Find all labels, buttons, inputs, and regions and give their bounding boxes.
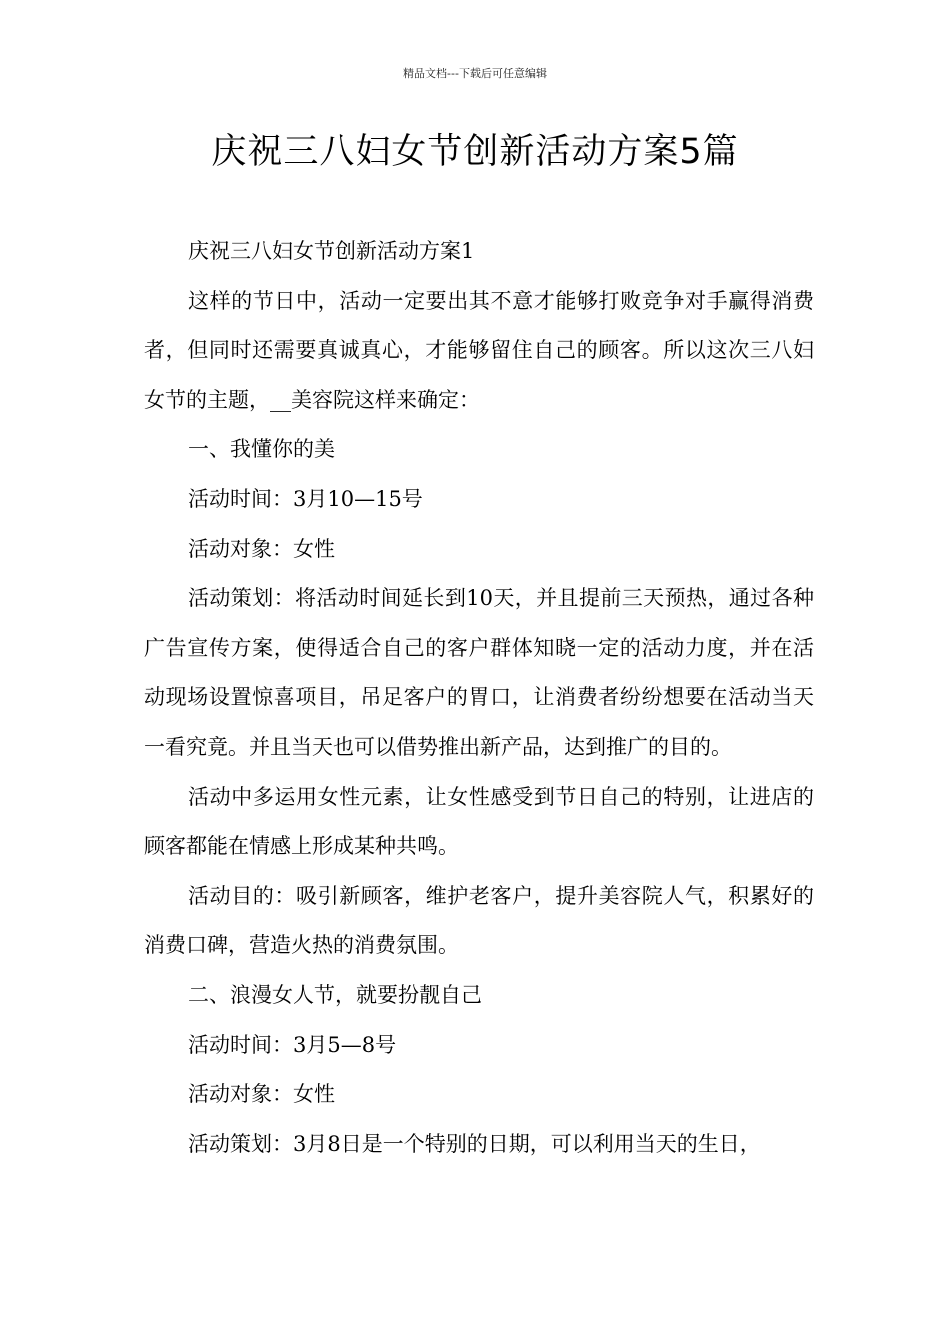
activity-target-1: 活动对象：女性: [188, 536, 335, 561]
activity-plan-1: 活动策划：将活动时间延长到10天，并且提前三天预热，通过各种广告宣传方案，使得适合自己的客户群体知晓一定的活动力度，并在活动现场设置惊喜项目，吊足客户的胃口，让消费者纷纷想要在活动当天一看究竟。并且当天也可以借势推出新产品，达到推广的目的。: [144, 586, 814, 759]
document-title: 庆祝三八妇女节创新活动方案5篇: [211, 132, 739, 172]
activity-goal-1: 活动目的：吸引新顾客，维护老客户，提升美容院人气，积累好的消费口碑，营造火热的消费氛围。: [144, 883, 814, 958]
paragraph-female-elements: 活动中多运用女性元素，让女性感受到节日自己的特别，让进店的顾客都能在情感上形成某种共鸣。: [144, 784, 814, 859]
paragraph-intro: 这样的节日中，活动一定要出其不意才能够打败竞争对手赢得消费者，但同时还需要真诚真心，才能够留住自己的顾客。所以这次三八妇女节的主题，__美容院这样来确定：: [144, 288, 814, 412]
section-heading-2: 二、浪漫女人节，就要扮靓自己: [188, 982, 482, 1007]
activity-plan-2: 活动策划：3月8日是一个特别的日期，可以利用当天的生日，: [188, 1131, 761, 1156]
activity-time-2: 活动时间：3月5—8号: [188, 1032, 397, 1057]
page-header-note: 精品文档---下载后可任意编辑: [403, 67, 547, 80]
section-heading-1: 一、我懂你的美: [188, 437, 335, 462]
section-heading-plan-1: 庆祝三八妇女节创新活动方案1: [188, 239, 475, 263]
document-body: [144, 227, 814, 1169]
activity-target-2: 活动对象：女性: [188, 1082, 335, 1107]
activity-time-1: 活动时间：3月10—15号: [188, 486, 423, 511]
